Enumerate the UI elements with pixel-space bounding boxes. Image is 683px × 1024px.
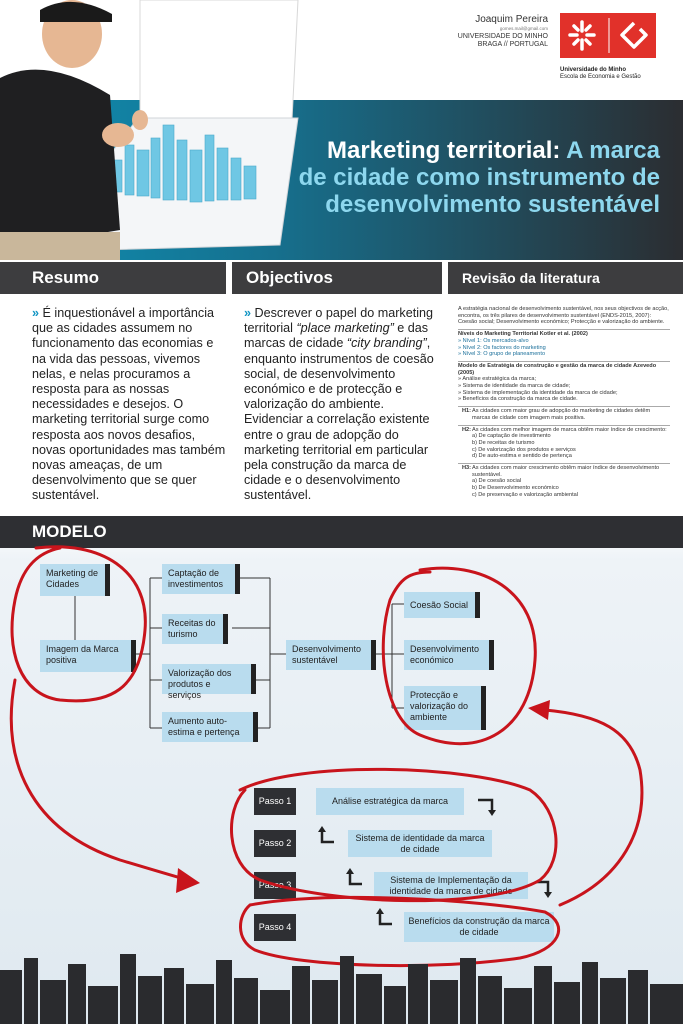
place-marketing-term: “place marketing” [296,321,394,336]
objectivos-body-c: , enquanto instrumentos de coesão social, de desenvolvimento económico e de protecção e valorização do ambiente. Evidenciar a correlação existente entre o grau de adopção do marketing territorial em particular pela construção da marca de cidade e o desenvolvimento sustentável. [244,336,434,503]
box-desenvolvimento: Desenvolvimento sustentável [286,640,376,670]
step-1-box: Análise estratégica da marca [316,788,464,815]
hypothesis-2: H2:As cidades com melhor imagem de marca obtêm maior índice de crescimento: a) De captação de investimento b) De receitas de turismo c) De valorização dos produtos e serviços d) De auto-estima e sentido de pertença [458,425,670,461]
institution-line-1: UNIVERSIDADE DO MINHO [457,33,548,40]
box-captacao: Captação de investimentos [162,564,240,594]
hypothesis-3: H3:As cidades com maior crescimento obtêm maior índice de desenvolvimento sustentável. a) De coesão social b) De Desenvolvimento económico c) De preservação e valorização ambiental [458,463,670,499]
bullet-mark: » [32,306,43,320]
box-desenv-economico: Desenvolvimento económico [404,640,494,670]
author-email: gomes.mail@gmail.com [499,26,548,31]
azevedo-item: » Benefícios da construção da marca de cidade. [458,396,578,403]
kotler-heading: Níveis do Marketing Territorial Kotler et al. (2002) [458,329,670,338]
kotler-item: » Nível 2: Os factores do marketing [458,344,546,351]
azevedo-item: » Sistema de implementação da identidade da marca de cidade; [458,389,618,396]
hypothesis-1: H1:As cidades com maior grau de adopção do marketing de cidades detêm marcas de cidade com imagem mais positiva. [458,406,670,421]
box-marketing-cidades: Marketing de Cidades [40,564,110,596]
logo-caption-line-1: Universidade do Minho [560,67,627,73]
objectivos-body-b: e das marcas de cidade [244,321,429,351]
title-accent: Marketing territorial: [326,137,561,164]
resumo-body: É inquestionável a importância que as cidades assumem no funcionamento das economias e na vida das pessoas, vivemos nelas, e nelas procuramos a resposta para as nossas necessidades e desejos. O marketing territorial surge como resposta aos novos desafios, novas oportunidades mas também novas ameaças, de um desenvolvimento que se quer sustentável. [32,306,226,503]
revisao-heading: Revisão da literatura [448,262,683,294]
step-1-label: Passo 1 [254,788,296,815]
box-valorizacao: Valorização dos produtos e serviços [162,664,256,694]
azevedo-item: » Sistema de identidade da marca de cidade; [458,383,571,390]
title-line-2: de cidade como instrumento de [298,164,660,191]
title-rest: A marca [566,137,660,164]
city-branding-term: “city branding” [346,336,427,351]
revisao-intro: A estratégia nacional de desenvolvimento sustentável, nos seus objectivos de acção, encontra, os três pilares de desenvolvimento sustentável (ENDS-2015, 2007): Coesão social; Desenvolvimento económico; Protecção e valorização do ambiente. [458,306,669,326]
resumo-heading: Resumo [0,262,226,294]
box-coesao: Coesão Social [404,592,480,618]
kotler-item: » Nível 1: Os mercados-alvo [458,337,529,344]
objectivos-heading: Objectivos [232,262,442,294]
azevedo-heading: Modelo de Estratégia de construção e gestão da marca de cidade Azevedo (2005) [458,361,670,376]
box-autoestima: Aumento auto-estima e pertença [162,712,258,742]
institution-line-2: BRAGA // PORTUGAL [477,41,548,48]
step-2-label: Passo 2 [254,830,296,857]
modelo-heading: MODELO [0,516,683,548]
bullet-mark: » [244,306,255,320]
author-name: Joaquim Pereira [475,14,548,25]
title-line-3: desenvolvimento sustentável [325,191,660,218]
azevedo-item: » Análise estratégica da marca; [458,376,537,383]
box-proteccao: Protecção e valorização do ambiente [404,686,486,730]
city-skyline [0,950,683,1024]
box-receitas: Receitas do turismo [162,614,228,644]
step-3-label: Passo 3 [254,872,296,899]
kotler-item: » Nível 3: O grupo de planeamento [458,351,546,358]
logo-caption-line-2: Escola de Economia e Gestão [560,74,641,80]
step-3-box: Sistema de Implementação da identidade da marca de cidade [374,872,528,899]
objectivos-body-a: Descrever o papel do marketing territorial [244,306,434,336]
box-imagem-marca: Imagem da Marca positiva [40,640,136,672]
step-2-box: Sistema de identidade da marca de cidade [348,830,492,857]
step-4-box: Benefícios da construção da marca de cidade [404,912,554,942]
step-4-label: Passo 4 [254,914,296,941]
